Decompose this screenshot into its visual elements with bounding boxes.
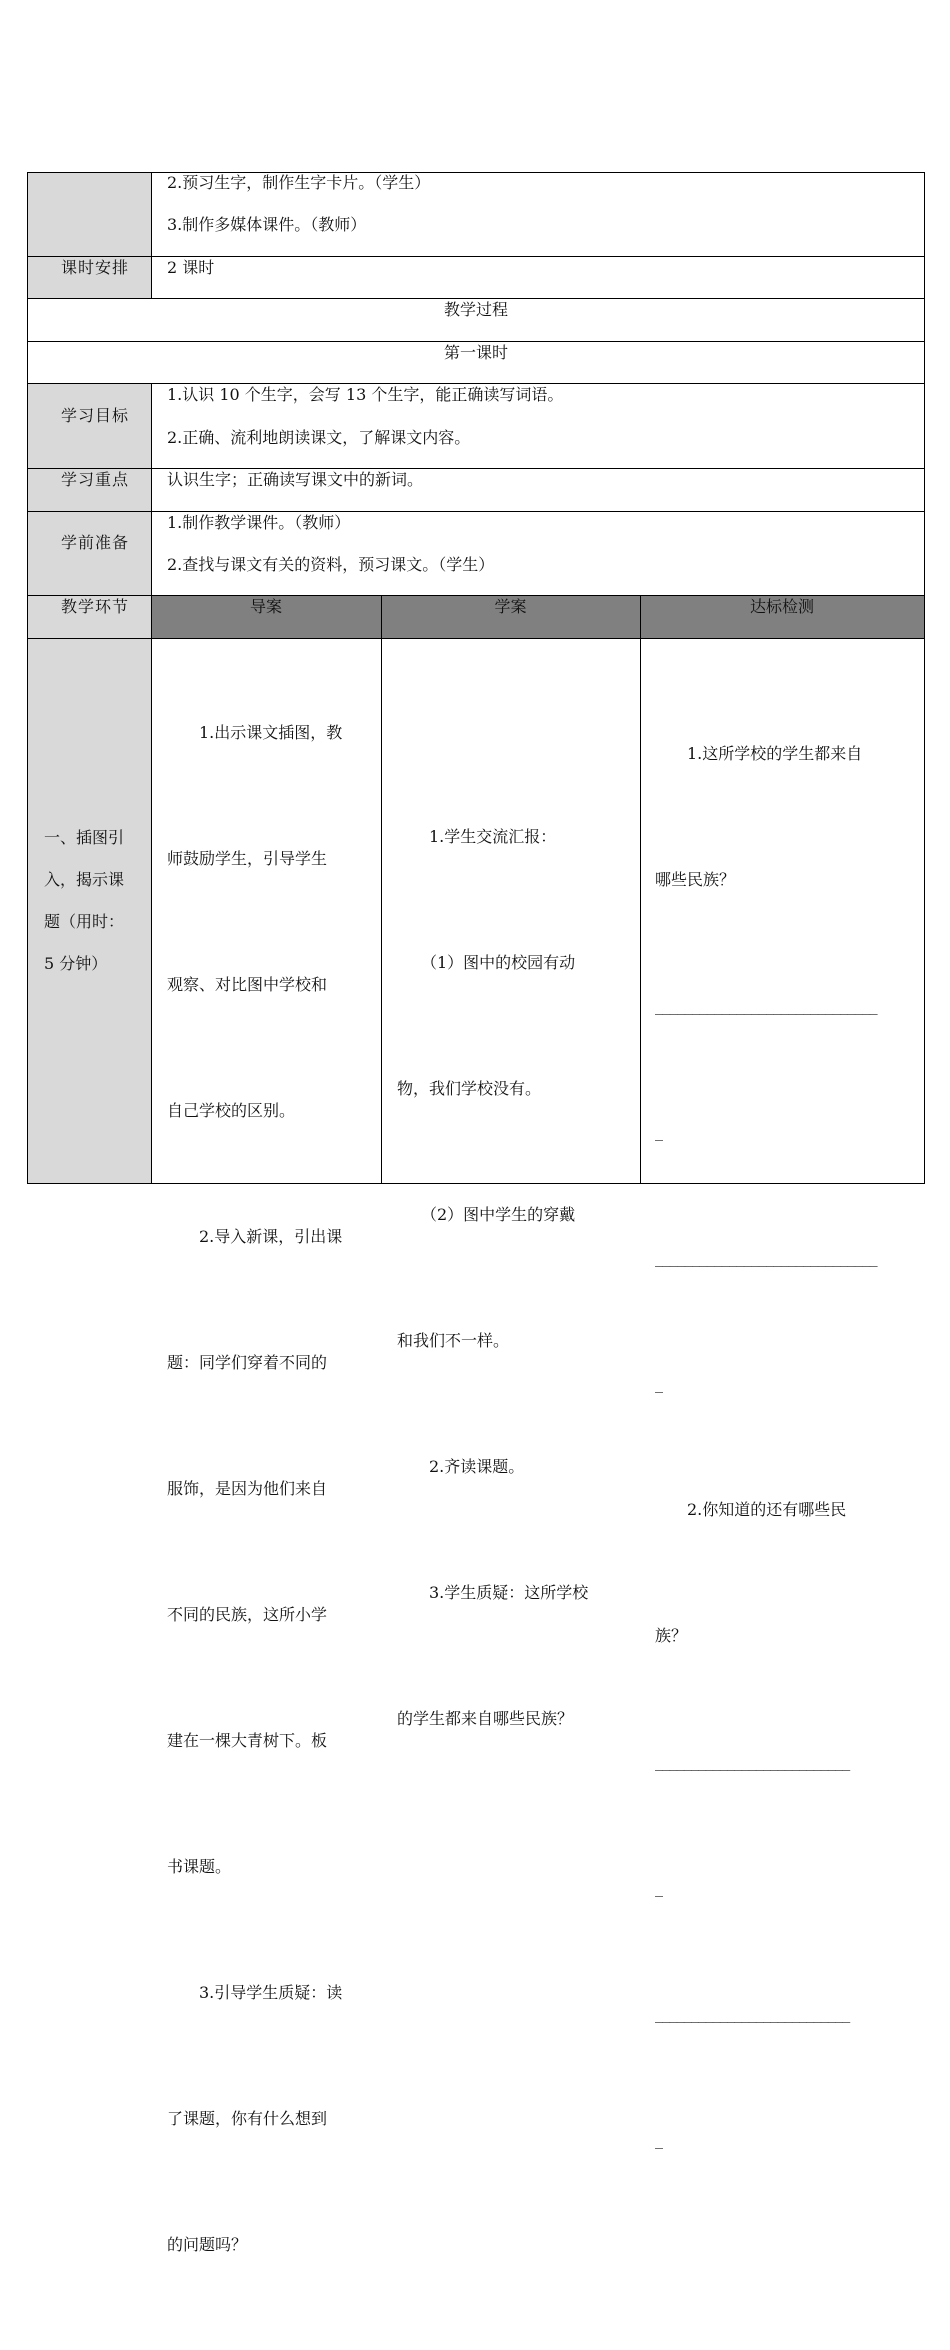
rule (27, 468, 925, 469)
rule (640, 595, 641, 1184)
stage-line: 5 分钟） (44, 954, 108, 973)
study-line: 的学生都来自哪些民族？ (397, 1709, 574, 1728)
rule (27, 383, 925, 384)
answer-blank[interactable]: ___________________________ (655, 2004, 850, 2023)
guide-line: 1.出示课文插图，教 (167, 723, 343, 742)
study-line: 和我们不一样。 (397, 1331, 510, 1350)
check-line: 1.这所学校的学生都来自 (655, 744, 863, 763)
guide-line: 建在一棵大青树下。板 (167, 1731, 328, 1750)
guide-line: 自己学校的区别。 (167, 1101, 296, 1120)
rule (27, 256, 925, 257)
stage-header: 教学环节 (61, 597, 130, 616)
preclass-line-2: 2.查找与课文有关的资料，预习课文。（学生） (167, 555, 495, 574)
label-cell-goals (28, 384, 151, 469)
guide-line: 题：同学们穿着不同的 (167, 1353, 328, 1372)
rule (151, 383, 152, 1184)
goals-label: 学习目标 (61, 406, 130, 425)
focus-value: 认识生字；正确读写课文中的新词。 (167, 470, 424, 489)
schedule-label: 课时安排 (61, 258, 130, 277)
check-header: 达标检测 (749, 597, 814, 616)
study-line: （1）图中的校园有动 (397, 953, 576, 972)
answer-blank[interactable]: ______________________________ (655, 996, 878, 1015)
preclass-label: 学前准备 (61, 533, 130, 552)
rule (27, 638, 925, 639)
rule (151, 172, 152, 299)
rule (924, 172, 925, 1184)
stage-line: 题（用时： (44, 912, 125, 931)
study-line: 3.学生质疑：这所学校 (397, 1583, 589, 1602)
answer-blank[interactable]: ______________________________ (655, 1248, 878, 1267)
guide-header: 导案 (249, 597, 282, 616)
guide-line: 2.导入新课，引出课 (167, 1227, 343, 1246)
answer-blank-tail: _ (655, 2130, 663, 2149)
study-line: 物，我们学校没有。 (397, 1079, 542, 1098)
goals-line-2: 2.正确、流利地朗读课文，了解课文内容。 (167, 428, 471, 447)
check-cell-text (655, 649, 921, 2245)
study-header: 学案 (494, 597, 527, 616)
guide-line: 书课题。 (167, 1857, 232, 1876)
focus-label: 学习重点 (61, 470, 130, 489)
rule (27, 172, 28, 1184)
study-line: 1.学生交流汇报： (397, 827, 557, 846)
rule (27, 298, 925, 299)
guide-line: 不同的民族，这所小学 (167, 1605, 328, 1624)
answer-blank-tail: _ (655, 1122, 663, 1141)
prep-line-1: 2.预习生字，制作生字卡片。（学生） (167, 173, 431, 192)
prep-line-2: 3.制作多媒体课件。（教师） (167, 215, 367, 234)
study-line: 2.齐读课题。 (397, 1457, 525, 1476)
guide-line: 师鼓励学生，引导学生 (167, 849, 328, 868)
guide-line: 服饰，是因为他们来自 (167, 1479, 328, 1498)
check-line: 族？ (655, 1626, 688, 1645)
label-cell-prep-cont (28, 172, 151, 257)
rule (27, 595, 925, 596)
study-cell-text (397, 732, 637, 1824)
stage-line: 一、插图引 (44, 828, 125, 847)
guide-line: 了课题，你有什么想到 (167, 2109, 328, 2128)
guide-cell-text (167, 628, 377, 2350)
preclass-line-1: 1.制作教学课件。（教师） (167, 513, 351, 532)
schedule-value: 2 课时 (167, 258, 215, 277)
rule (381, 595, 382, 1184)
guide-line: 观察、对比图中学校和 (167, 975, 328, 994)
goals-line-1: 1.认识 10 个生字，会写 13 个生字，能正确读写词语。 (167, 385, 564, 404)
answer-blank-tail: _ (655, 1374, 663, 1393)
label-cell-preclass (28, 512, 151, 596)
answer-blank[interactable]: ___________________________ (655, 1752, 850, 1771)
stage-line: 入，揭示课 (44, 870, 125, 889)
rule (27, 341, 925, 342)
guide-line: 的问题吗？ (167, 2235, 248, 2254)
rule (27, 511, 925, 512)
answer-blank-tail: _ (655, 1878, 663, 1897)
lesson-title: 第一课时 (443, 343, 508, 362)
rule (27, 172, 925, 173)
check-line: 2.你知道的还有哪些民 (655, 1500, 847, 1519)
stage-cell-text (44, 817, 148, 985)
guide-line: 3.引导学生质疑：读 (167, 1983, 343, 2002)
study-line: （2）图中学生的穿戴 (397, 1205, 576, 1224)
process-title: 教学过程 (443, 300, 508, 319)
check-line: 哪些民族？ (655, 870, 736, 889)
